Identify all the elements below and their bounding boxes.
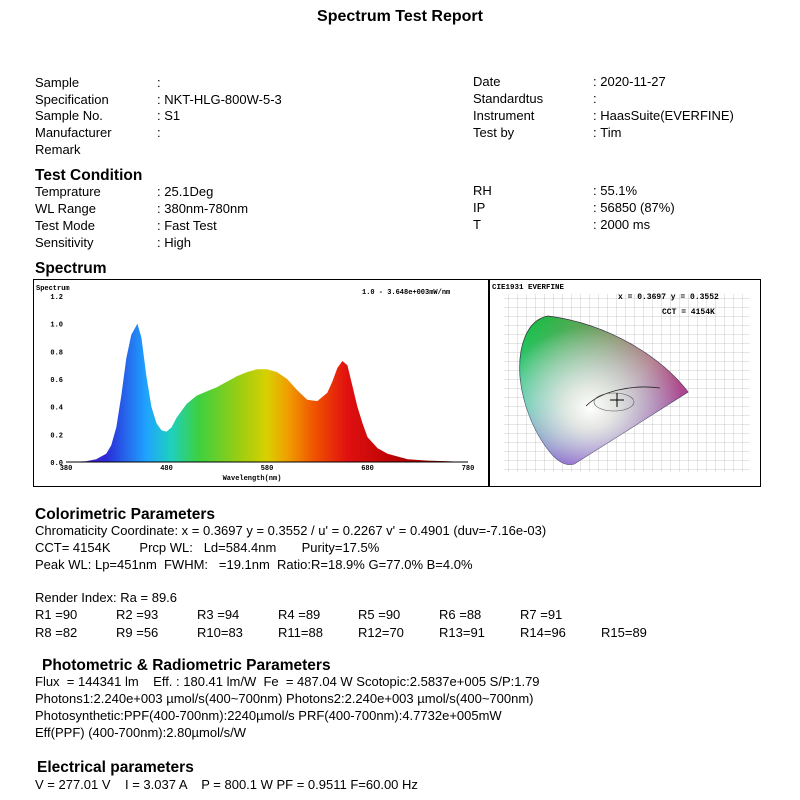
y-tick-label: 0.4 <box>50 404 63 413</box>
x-tick-label: 380 <box>59 465 73 473</box>
info-value: : NKT-HLG-800W-5-3 <box>157 92 282 107</box>
x-tick-label: 480 <box>160 465 173 473</box>
spectrum-chart-title: Spectrum <box>36 285 70 293</box>
condition-value: : 2000 ms <box>593 217 651 232</box>
info-value-text: Tim <box>600 125 622 140</box>
electrical-line: V = 277.01 V I = 3.037 A P = 800.1 W PF = 0.9511 F=60.00 Hz <box>35 777 418 792</box>
photometric-line: Photosynthetic:PPF(400-700nm):2240µmol/s PRF(400-700nm):4.7732e+005mW <box>35 708 502 723</box>
info-label: Test by <box>473 125 515 140</box>
r-value: R4 =89 <box>278 607 321 622</box>
cie-diagram <box>489 279 761 487</box>
spectrum-chart <box>33 279 489 487</box>
info-value: : 2020-11-27 <box>593 74 666 89</box>
info-value: : S1 <box>157 108 181 123</box>
spectrum-heading: Spectrum <box>35 260 107 277</box>
photometric-line: Flux = 144341 lm Eff. : 180.41 lm/W Fe = 487.04 W Scotopic:2.5837e+005 S/P:1.79 <box>35 674 540 689</box>
x-axis-label: Wavelength(nm) <box>222 475 282 483</box>
info-value: : Tim <box>593 125 622 140</box>
r-value: R10=83 <box>197 625 243 640</box>
info-value: : HaasSuite(EVERFINE) <box>593 108 734 123</box>
info-value-text: 2020-11-27 <box>600 74 666 89</box>
electrical-heading: Electrical parameters <box>37 759 194 776</box>
x-tick-label: 780 <box>461 465 475 473</box>
x-ticks <box>60 465 475 473</box>
cie-svg <box>490 280 760 486</box>
r-value: R3 =94 <box>197 607 240 622</box>
condition-label: T <box>473 217 481 232</box>
condition-value-text: 55.1% <box>600 183 638 198</box>
r-value: R13=91 <box>439 625 485 640</box>
cie-cct-readout: CCT = 4154K <box>662 308 715 317</box>
condition-label: IP <box>473 200 486 215</box>
x-tick-label: 680 <box>361 465 374 473</box>
y-tick-label: 0.0 <box>50 460 63 468</box>
condition-label: WL Range <box>35 201 96 216</box>
condition-value-text: 380nm-780nm <box>164 201 249 216</box>
condition-value-text: 2000 ms <box>600 217 651 232</box>
info-value-text: HaasSuite(EVERFINE) <box>600 108 734 123</box>
condition-value: : High <box>157 235 191 250</box>
condition-label: RH <box>473 183 492 198</box>
condition-value-text: Fast Test <box>164 218 217 233</box>
condition-value: : 25.1Deg <box>157 184 214 199</box>
info-label: Remark <box>35 142 81 157</box>
cie-xy-readout: x = 0.3697 y = 0.3552 <box>618 293 719 302</box>
r-value: R5 =90 <box>358 607 401 622</box>
test-condition-heading: Test Condition <box>35 167 143 184</box>
condition-value-text: 56850 (87%) <box>600 200 675 215</box>
info-label: Date <box>473 74 501 89</box>
photometric-heading: Photometric & Radiometric Parameters <box>42 657 331 674</box>
render-index: Render Index: Ra = 89.6 <box>35 590 178 605</box>
condition-label: Sensitivity <box>35 235 94 250</box>
info-label: Sample No. <box>35 108 103 123</box>
condition-label: Temprature <box>35 184 101 199</box>
r-value: R12=70 <box>358 625 404 640</box>
r-value: R8 =82 <box>35 625 78 640</box>
x-tick-label: 580 <box>260 465 274 473</box>
condition-value: : 56850 (87%) <box>593 200 675 215</box>
condition-value: : Fast Test <box>157 218 217 233</box>
r-value: R11=88 <box>278 625 323 640</box>
y-tick-label: 1.0 <box>50 321 63 330</box>
info-label: Manufacturer <box>35 125 112 140</box>
r-value: R15=89 <box>601 625 647 640</box>
photometric-line: Photons1:2.240e+003 µmol/s(400~700nm) Photons2:2.240e+003 µmol/s(400~700nm) <box>35 691 534 706</box>
info-label: Instrument <box>473 108 535 123</box>
cct-line: CCT= 4154K Prcp WL: Ld=584.4nm Purity=17.5% <box>35 540 380 555</box>
condition-value-text: High <box>164 235 191 250</box>
y-tick-label: 0.2 <box>50 432 63 441</box>
condition-value: : 380nm-780nm <box>157 201 249 216</box>
info-label: Standardtus <box>473 91 544 106</box>
r-value: R14=96 <box>520 625 566 640</box>
y-ticks <box>50 294 63 468</box>
info-value-text: NKT-HLG-800W-5-3 <box>164 92 282 107</box>
info-label: Specification <box>35 92 109 107</box>
chromaticity-line: Chromaticity Coordinate: x = 0.3697 y = 0.3552 / u' = 0.2267 v' = 0.4901 (duv=-7.16e-03) <box>35 523 547 538</box>
r-value: R6 =88 <box>439 607 482 622</box>
y-tick-label: 0.8 <box>50 349 63 358</box>
spectrum-svg <box>34 280 488 486</box>
spectrum-area <box>66 324 468 462</box>
y-tick-label: 1.2 <box>50 294 63 302</box>
info-value: : <box>157 125 165 140</box>
r-value: R2 =93 <box>116 607 159 622</box>
r-value: R7 =91 <box>520 607 563 622</box>
info-value: : <box>593 91 601 106</box>
condition-value-text: 25.1Deg <box>164 184 214 199</box>
condition-value: : 55.1% <box>593 183 638 198</box>
condition-label: Test Mode <box>35 218 95 233</box>
spectrum-scale-note: 1.0 - 3.648e+003mW/nm <box>362 289 451 297</box>
peak-line: Peak WL: Lp=451nm FWHM: =19.1nm Ratio:R=18.9% G=77.0% B=4.0% <box>35 557 473 572</box>
info-value-text: S1 <box>164 108 181 123</box>
r-value: R9 =56 <box>116 625 159 640</box>
report-title: Spectrum Test Report <box>317 8 483 25</box>
info-value: : <box>157 75 165 90</box>
info-label: Sample <box>35 75 80 90</box>
photometric-line: Eff(PPF) (400-700nm):2.80µmol/s/W <box>35 725 246 740</box>
r-value: R1 =90 <box>35 607 78 622</box>
cie-title: CIE1931 EVERFINE <box>492 284 565 292</box>
colorimetric-heading: Colorimetric Parameters <box>35 506 216 523</box>
y-tick-label: 0.6 <box>50 377 63 385</box>
